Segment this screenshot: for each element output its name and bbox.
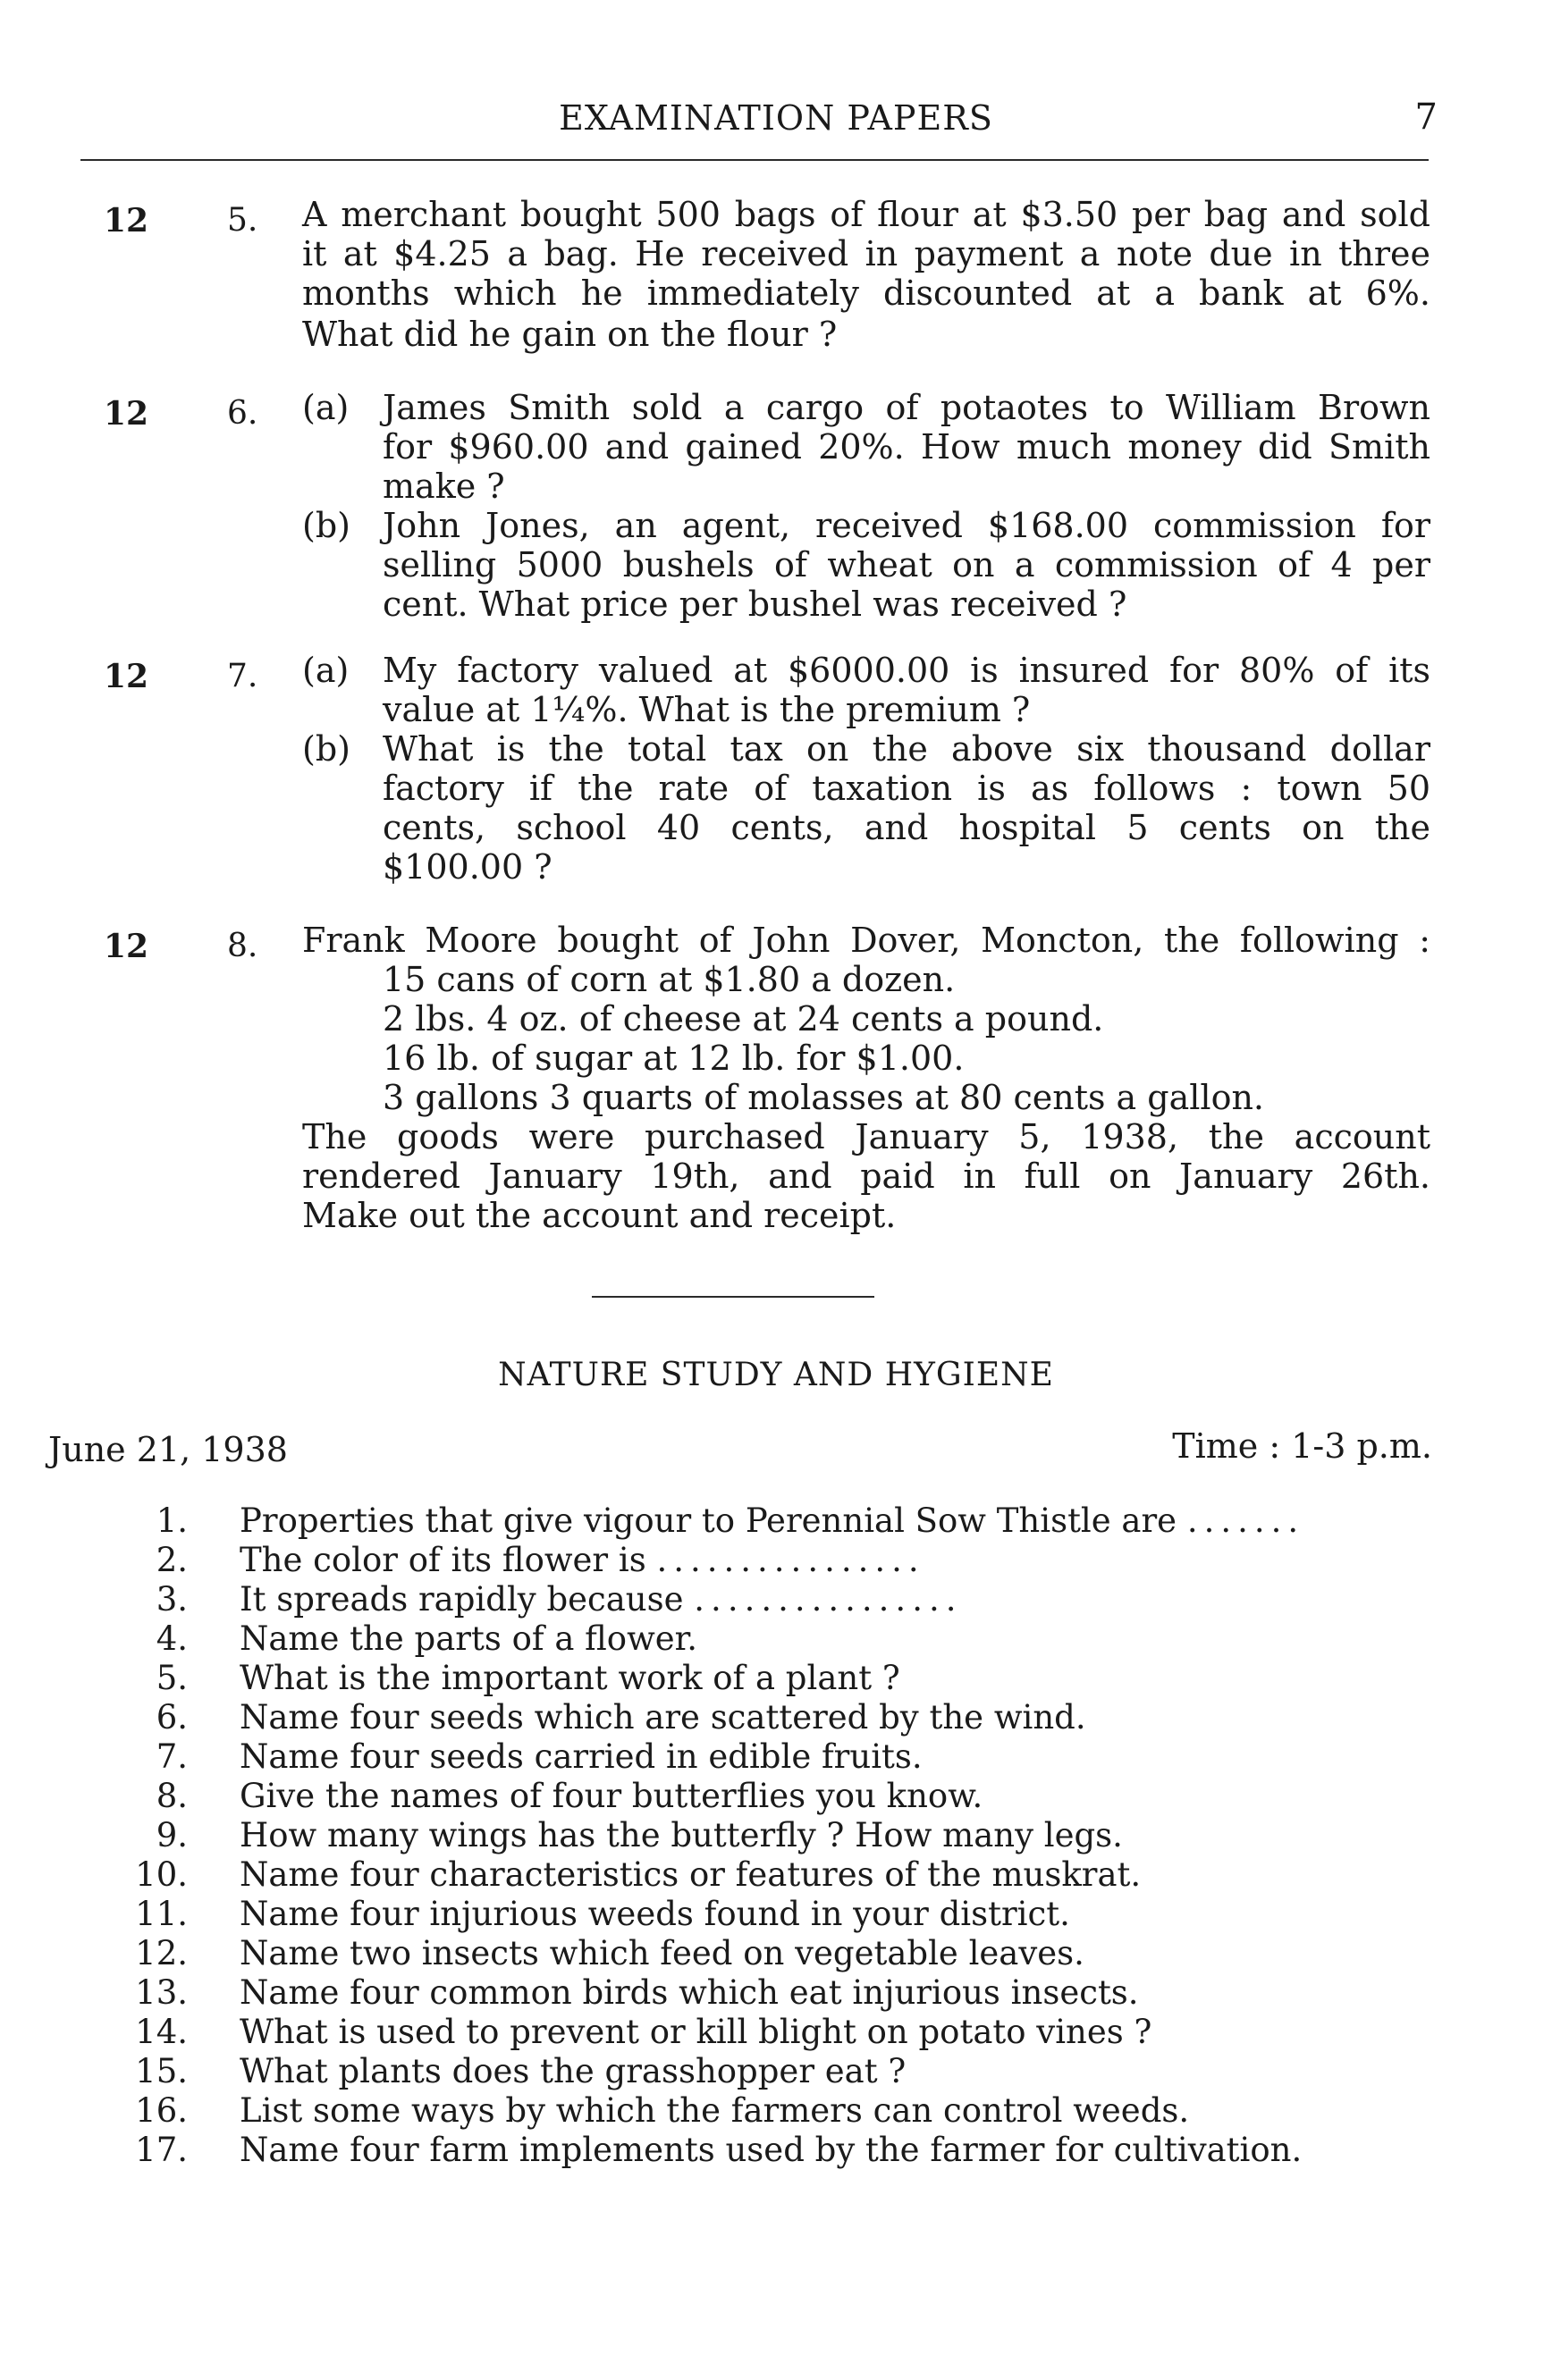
question-line: Make out the account and receipt. (302, 1196, 897, 1235)
item-number: 15. (135, 2052, 188, 2090)
question-number: 6. (227, 395, 258, 432)
question-number: 5. (227, 202, 258, 239)
part-label: (b) (302, 506, 350, 545)
item-text-content: It spreads rapidly because (240, 1580, 684, 1619)
question-mark: 12 (104, 928, 149, 965)
item-text: Name four injurious weeds found in your district. (240, 1895, 1070, 1933)
header-rule (80, 159, 1429, 161)
question-line: John Jones, an agent, received $168.00 commission for (383, 506, 1430, 545)
item-text (240, 1501, 1304, 1540)
exam-date: June 21, 1938 (48, 1430, 288, 1469)
purchase-item: 3 gallons 3 quarts of molasses at 80 cents a gallon. (383, 1078, 1264, 1117)
part-label: (a) (302, 388, 350, 427)
list-item (0, 1816, 1552, 1855)
list-item (0, 1973, 1552, 2013)
item-number: 2. (156, 1541, 188, 1579)
list-item (0, 1895, 1552, 1934)
page-number: 7 (1414, 97, 1438, 138)
item-text-content: The color of its flower is (240, 1541, 646, 1579)
question-line: The goods were purchased January 5, 1938, the account (302, 1117, 1430, 1156)
item-number: 10. (135, 1855, 188, 1894)
item-number: 5. (156, 1659, 188, 1697)
question-line: $100.00 ? (383, 847, 552, 887)
question-line: value at 1¼%. What is the premium ? (383, 690, 1031, 729)
item-text: What plants does the grasshopper eat ? (240, 2052, 907, 2090)
question-line: A merchant bought 500 bags of flour at $3.50 per bag and sold (302, 195, 1430, 234)
question-line: James Smith sold a cargo of potaotes to William Brown (383, 388, 1430, 427)
question-line: rendered January 19th, and paid in full on January 26th. (302, 1156, 1430, 1196)
part-label: (b) (302, 729, 350, 769)
exam-time: Time : 1-3 p.m. (1172, 1426, 1432, 1466)
item-text: Name four seeds carried in edible fruits. (240, 1737, 923, 1776)
item-text: List some ways by which the farmers can control weeds. (240, 2091, 1190, 2130)
item-text: Name four farm implements used by the farmer for cultivation. (240, 2131, 1303, 2169)
purchase-item: 15 cans of corn at $1.80 a dozen. (383, 960, 956, 999)
item-text: Name two insects which feed on vegetable leaves. (240, 1934, 1084, 1972)
list-item (0, 2052, 1552, 2091)
list-item (0, 1619, 1552, 1659)
question-mark: 12 (104, 658, 149, 695)
item-number: 3. (156, 1580, 188, 1619)
question-line: My factory valued at $6000.00 is insured for 80% of its (383, 651, 1430, 690)
list-item (0, 1501, 1552, 1541)
question-line: cent. What price per bushel was received ? (383, 584, 1127, 624)
section-divider (592, 1296, 874, 1298)
question-number: 7. (227, 658, 258, 694)
item-number: 16. (135, 2091, 188, 2130)
item-number: 17. (135, 2131, 188, 2169)
list-item (0, 2131, 1552, 2170)
item-number: 7. (156, 1737, 188, 1776)
question-line: factory if the rate of taxation is as follows : town 50 (383, 769, 1430, 808)
question-line: it at $4.25 a bag. He received in payment a note due in three (302, 234, 1430, 273)
list-item (0, 2013, 1552, 2052)
question-mark: 12 (104, 395, 149, 433)
purchase-item: 2 lbs. 4 oz. of cheese at 24 cents a pound. (383, 999, 1104, 1039)
item-text: Name the parts of a flower. (240, 1619, 698, 1658)
item-text: Name four common birds which eat injurious insects. (240, 1973, 1139, 2012)
question-line: months which he immediately discounted at a bank at 6%. (302, 273, 1430, 313)
list-item (0, 1659, 1552, 1698)
purchase-item: 16 lb. of sugar at 12 lb. for $1.00. (383, 1039, 965, 1078)
item-text (240, 1580, 962, 1619)
question-mark: 12 (104, 202, 149, 240)
item-text: Give the names of four butterflies you know. (240, 1777, 983, 1815)
item-text: How many wings has the butterfly ? How many legs. (240, 1816, 1123, 1854)
part-label: (a) (302, 651, 350, 690)
running-title: EXAMINATION PAPERS (559, 98, 993, 138)
item-number: 9. (156, 1816, 188, 1854)
item-text: What is used to prevent or kill blight on potato vines ? (240, 2013, 1152, 2051)
item-number: 11. (135, 1895, 188, 1933)
list-item (0, 2091, 1552, 2131)
item-number: 14. (135, 2013, 188, 2051)
fill-in-dots: ................ (694, 1580, 963, 1619)
item-number: 12. (135, 1934, 188, 1972)
list-item (0, 1698, 1552, 1737)
running-head (0, 93, 1552, 147)
list-item (0, 1777, 1552, 1816)
list-item (0, 1580, 1552, 1619)
item-number: 13. (135, 1973, 188, 2012)
question-line: cents, school 40 cents, and hospital 5 cents on the (383, 808, 1430, 847)
item-text: Name four characteristics or features of the muskrat. (240, 1855, 1142, 1894)
item-number: 1. (156, 1501, 188, 1540)
item-number: 6. (156, 1698, 188, 1737)
item-text-content: Properties that give vigour to Perennial Sow Thistle are (240, 1501, 1177, 1540)
section-title: NATURE STUDY AND HYGIENE (498, 1357, 1054, 1393)
item-text (240, 1541, 925, 1579)
fill-in-dots: ................ (656, 1541, 925, 1579)
item-number: 4. (156, 1619, 188, 1658)
question-line: What is the total tax on the above six thousand dollar (383, 729, 1430, 769)
item-number: 8. (156, 1777, 188, 1815)
question-line: make ? (383, 467, 505, 506)
question-line: Frank Moore bought of John Dover, Moncton, the following : (302, 921, 1430, 960)
list-item (0, 1934, 1552, 1973)
list-item (0, 1737, 1552, 1777)
list-item (0, 1541, 1552, 1580)
item-text: Name four seeds which are scattered by the wind. (240, 1698, 1086, 1737)
list-item (0, 1855, 1552, 1895)
question-line: selling 5000 bushels of wheat on a commission of 4 per (383, 545, 1430, 584)
question-line: What did he gain on the flour ? (302, 315, 838, 354)
question-number: 8. (227, 928, 258, 964)
item-text: What is the important work of a plant ? (240, 1659, 900, 1697)
question-line: for $960.00 and gained 20%. How much money did Smith (383, 427, 1430, 467)
fill-in-dots: ....... (1186, 1501, 1305, 1540)
